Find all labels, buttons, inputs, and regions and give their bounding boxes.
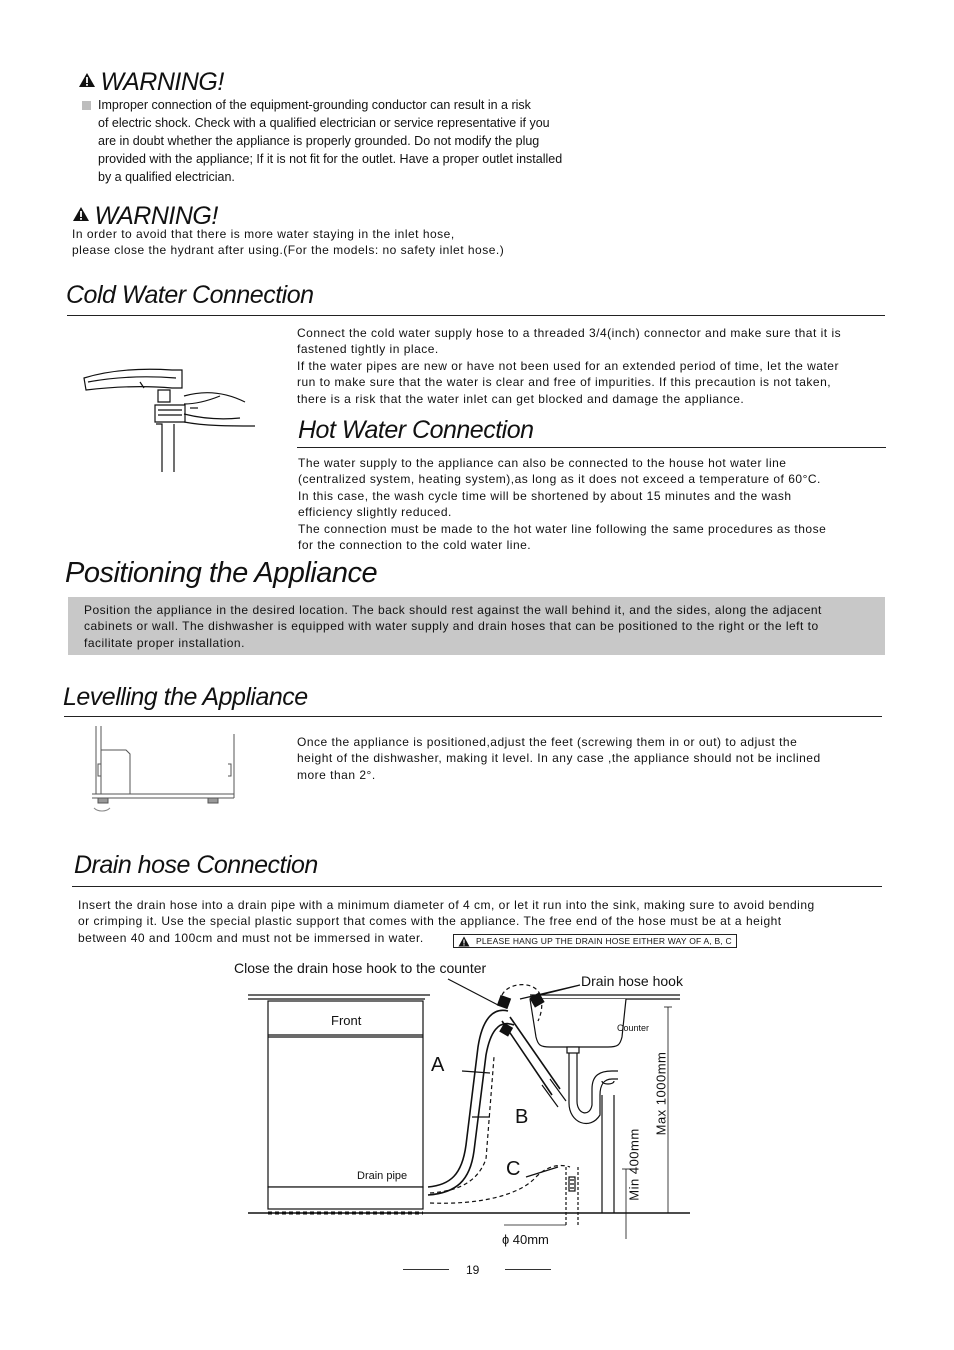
levelling-line: Once the appliance is positioned,adjust the feet (screwing them in or out) to adjust the (297, 735, 798, 749)
levelling-line: more than 2°. (297, 767, 376, 782)
warning-title: WARNING! (94, 202, 218, 230)
positioning-line: cabinets or wall. The dishwasher is equipped with water supply and drain hoses that can be positioned to the right or the left to (84, 619, 819, 634)
counter-label: Counter (617, 1023, 650, 1033)
warning-1-line: of electric shock. Check with a qualified electrician or service representative if you (98, 116, 550, 130)
cold-water-heading: Cold Water Connection (66, 281, 314, 309)
hot-line: (centralized system, heating system),as long as it does not exceed a temperature of 60°C. (298, 472, 821, 487)
warning-1-text (80, 96, 640, 186)
warning-1-line: provided with the appliance; If it is not fit for the outlet. Have a proper outlet installed (98, 152, 563, 166)
hot-water-text (298, 455, 888, 553)
warning-triangle-icon (72, 206, 90, 227)
positioning-line: facilitate proper installation. (84, 635, 245, 650)
option-a-label: A (431, 1054, 445, 1076)
hang-up-notice-badge (453, 934, 737, 948)
positioning-heading: Positioning the Appliance (65, 557, 378, 589)
option-b-label: B (515, 1106, 529, 1128)
faucet-hose-illustration (80, 360, 260, 476)
section-rule (67, 315, 885, 316)
levelling-text (297, 734, 887, 783)
warning-triangle-icon (458, 936, 470, 950)
hot-water-heading: Hot Water Connection (298, 416, 534, 444)
cold-line: there is a risk that the water inlet can get blocked and damage the appliance. (297, 391, 745, 406)
hot-line: The water supply to the appliance can also be connected to the house hot water line (298, 456, 787, 470)
section-rule (72, 886, 882, 887)
drain-line: Insert the drain hose into a drain pipe with a minimum diameter of 4 cm, or let it run into the sink, making sure to avoid bending (78, 898, 815, 912)
levelling-heading: Levelling the Appliance (63, 683, 308, 711)
hot-line: The connection must be made to the hot water line following the same procedures as those (298, 521, 827, 536)
warning-1-line: Improper connection of the equipment-grounding conductor can result in a risk (98, 98, 531, 112)
levelling-line: height of the dishwasher, making it level. In any case ,the appliance should not be inclined (297, 751, 821, 766)
positioning-text (84, 602, 879, 651)
diameter-label: ɸ 40mm (502, 1232, 549, 1247)
warning-1-line: are in doubt whether the appliance is properly grounded. Do not modify the plug (98, 134, 540, 148)
warning-1-line: by a qualified electrician. (98, 170, 235, 184)
section-rule (64, 716, 882, 717)
hang-up-notice-text: PLEASE HANG UP THE DRAIN HOSE EITHER WAY OF A, B, C (476, 936, 732, 946)
close-hook-label: Close the drain hose hook to the counter (234, 960, 487, 976)
front-label: Front (331, 1013, 362, 1028)
page-number: 19 (466, 1263, 480, 1277)
cold-line: If the water pipes are new or have not been used for an extended period of time, let the water (297, 358, 839, 373)
bullet-square-icon (82, 101, 91, 110)
warning-2-line: please close the hydrant after using.(For the models: no safety inlet hose.) (72, 243, 505, 258)
cold-line: Connect the cold water supply hose to a threaded 3/4(inch) connector and make sure that it is (297, 326, 842, 340)
warning-triangle-icon (78, 72, 96, 93)
warning-2-text (72, 226, 672, 259)
cold-line: run to make sure that the water is clear and free of impurities. If this precaution is not taken, (297, 375, 832, 390)
min-height-label: Min 400mm (626, 1128, 642, 1201)
hot-line: efficiency slightly reduced. (298, 505, 452, 520)
drain-line: or crimping it. Use the special plastic support that comes with the appliance. The free end of the hose must be at a height (78, 914, 782, 929)
warning-block-1 (78, 68, 224, 97)
section-rule (297, 447, 886, 448)
hot-line: In this case, the wash cycle time will be shortened by about 15 minutes and the wash (298, 488, 792, 503)
drain-diagram (240, 955, 700, 1255)
page-number-rule-left (403, 1269, 449, 1270)
drain-heading: Drain hose Connection (74, 851, 318, 879)
positioning-line: Position the appliance in the desired location. The back should rest against the wall behind it, and the sides, along the adjacent (84, 603, 822, 617)
warning-2-line: In order to avoid that there is more water staying in the inlet hose, (72, 227, 455, 241)
option-c-label: C (506, 1158, 521, 1180)
drain-pipe-label: Drain pipe (357, 1170, 408, 1182)
drain-line: between 40 and 100cm and must not be immersed in water. (78, 930, 424, 945)
warning-title: WARNING! (100, 68, 224, 96)
max-height-label: Max 1000mm (653, 1051, 669, 1136)
hot-line: for the connection to the cold water line. (298, 538, 532, 553)
drain-hose-hook-label: Drain hose hook (581, 973, 683, 989)
cold-line: fastened tightly in place. (297, 342, 439, 357)
levelling-illustration (88, 724, 248, 816)
page-number-rule-right (505, 1269, 551, 1270)
cold-water-text (297, 325, 887, 407)
